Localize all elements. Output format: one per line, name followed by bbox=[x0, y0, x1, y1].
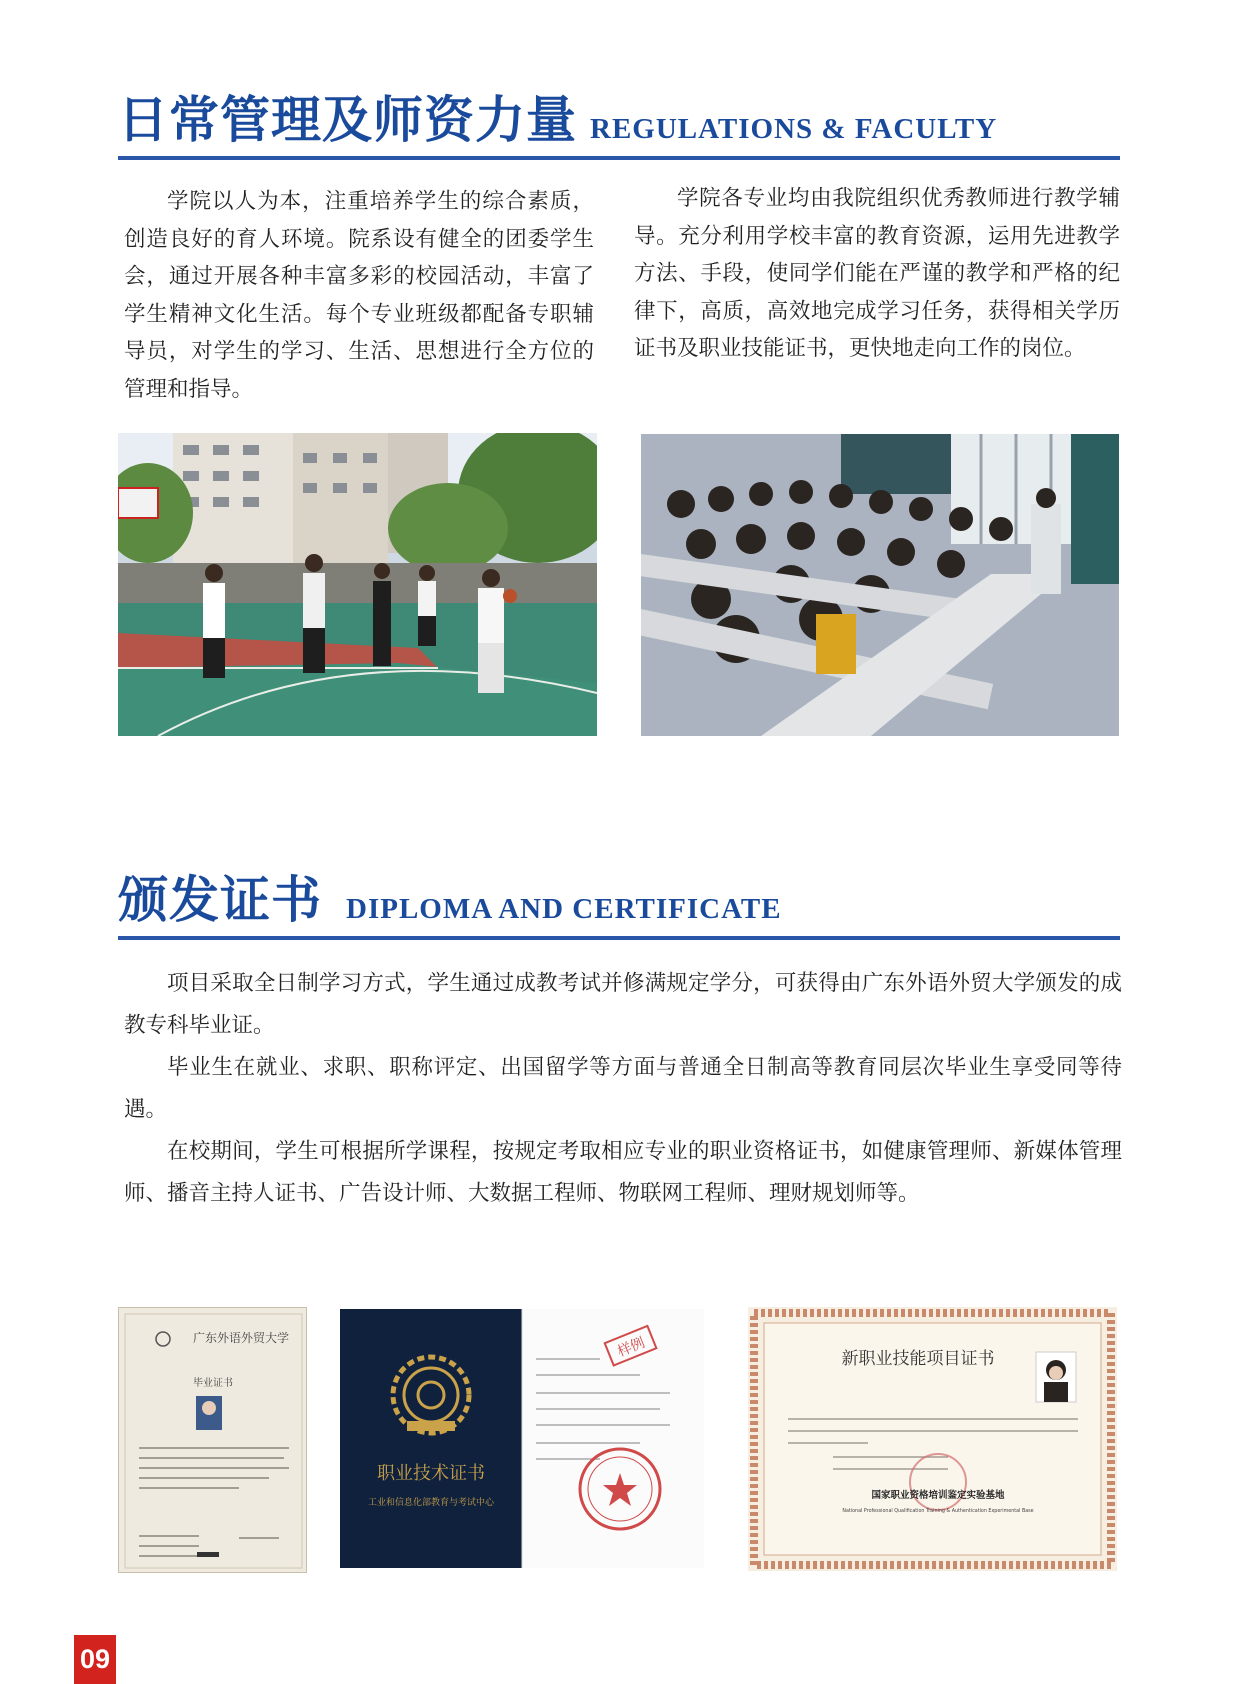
page-number: 09 bbox=[74, 1635, 116, 1684]
regulations-paragraph-left bbox=[124, 183, 594, 408]
section-title-cn: 日常管理及师资力量 bbox=[118, 91, 577, 149]
section-divider bbox=[118, 156, 1120, 160]
section-header-regulations bbox=[118, 78, 1120, 160]
basketball-scene-image bbox=[118, 433, 597, 736]
certificate-title: 新职业技能项目证书 bbox=[841, 1349, 995, 1369]
paragraph: 项目采取全日制学习方式，学生通过成教考试并修满规定学分，可获得由广东外语外贸大学颁发的成教专科毕业证。 bbox=[124, 971, 1122, 1038]
section-title-en: DIPLOMA AND CERTIFICATE bbox=[346, 893, 782, 925]
section-title-en: REGULATIONS & FACULTY bbox=[590, 113, 998, 145]
section-header-certificates bbox=[118, 858, 1120, 940]
certificate-description bbox=[124, 963, 1122, 1215]
vocational-certificate-graphic bbox=[340, 1309, 704, 1568]
sample-stamp: 样例 bbox=[615, 1334, 648, 1361]
paragraph: 学院各专业均由我院组织优秀教师进行教学辅导。充分利用学校丰富的教育资源，运用先进教学方法、手段，使同学们能在严谨的教学和严格的纪律下，高质，高效地完成学习任务，获得相关学历证书及职业技能证书，更快地走向工作的岗位。 bbox=[634, 186, 1120, 361]
issuing-base-english: National Professional Qualification Training & Authentication Experimental Base bbox=[842, 1509, 1034, 1514]
diploma-graphic bbox=[119, 1308, 307, 1573]
classroom-photo bbox=[641, 434, 1119, 736]
section-divider bbox=[118, 936, 1120, 940]
new-vocational-skill-certificate-image bbox=[748, 1307, 1117, 1571]
graduation-diploma-image bbox=[118, 1307, 307, 1573]
section-title-cn: 颁发证书 bbox=[118, 871, 322, 929]
faculty-paragraph-right bbox=[634, 180, 1120, 368]
certificate-title: 职业技术证书 bbox=[377, 1463, 485, 1484]
paragraph: 学院以人为本，注重培养学生的综合素质，创造良好的育人环境。院系设有健全的团委学生会，通过开展各种丰富多彩的校园活动，丰富了学生精神文化生活。每个专业班级都配备专职辅导员，对学生的学习、生活、思想进行全方位的管理和指导。 bbox=[124, 189, 594, 402]
diploma-title: 毕业证书 bbox=[193, 1378, 233, 1389]
issuer-name: 工业和信息化部教育与考试中心 bbox=[367, 1498, 495, 1508]
new-skill-certificate-graphic bbox=[748, 1307, 1117, 1571]
vocational-technical-certificate-image bbox=[340, 1309, 704, 1568]
classroom-scene-image bbox=[641, 434, 1119, 736]
basketball-photo bbox=[118, 433, 597, 736]
paragraph: 毕业生在就业、求职、职称评定、出国留学等方面与普通全日制高等教育同层次毕业生享受同等待遇。 bbox=[124, 1055, 1122, 1122]
university-name: 广东外语外贸大学 bbox=[192, 1331, 290, 1345]
paragraph: 在校期间，学生可根据所学课程，按规定考取相应专业的职业资格证书，如健康管理师、新媒体管理师、播音主持人证书、广告设计师、大数据工程师、物联网工程师、理财规划师等。 bbox=[124, 1139, 1122, 1206]
issuing-base-name: 国家职业资格培训鉴定实验基地 bbox=[871, 1490, 1005, 1501]
